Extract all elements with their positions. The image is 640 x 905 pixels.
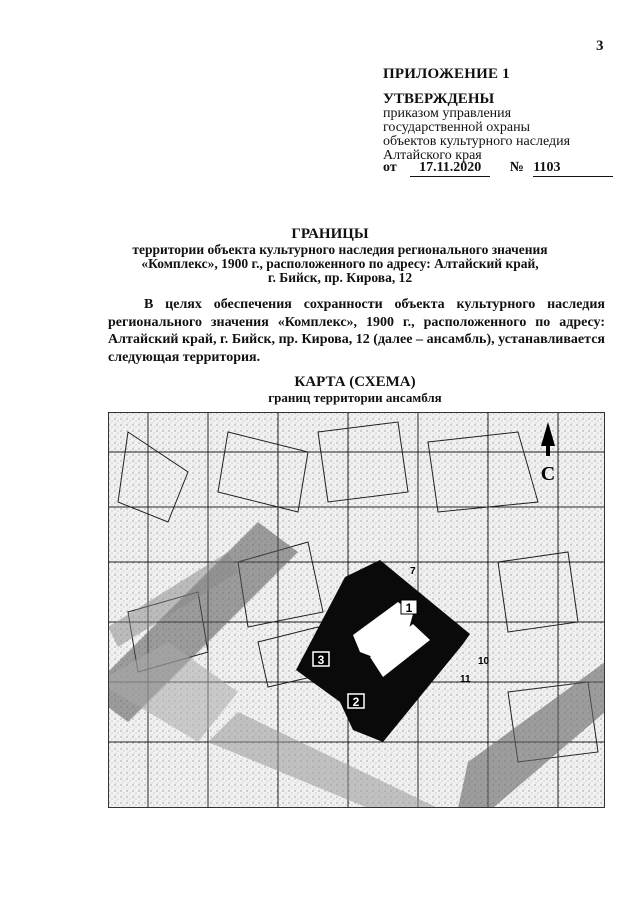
approval-line: государственной охраны — [383, 120, 531, 135]
body-paragraph: В целях обеспечения сохранности объекта культурного наследия регионального значения «Комплекс», 1900 г., расположенного по адресу: Алтайский край, г. Бийск, пр. Кирова, 12 (далее – ансамбль), устанавливается следующая территория. — [108, 297, 605, 365]
territory-map — [108, 412, 605, 808]
marker-2 — [348, 694, 364, 709]
marker-2-label: 2 — [352, 695, 360, 709]
map-title: КАРТА (СХЕМА) — [294, 374, 416, 390]
point-number: 11 — [460, 674, 471, 685]
map-subtitle: границ территории ансамбля — [268, 390, 442, 405]
from-label: от — [383, 160, 397, 175]
document-title: ГРАНИЦЫ — [291, 226, 369, 242]
approval-block — [383, 66, 613, 163]
marker-1-label: 1 — [405, 601, 413, 615]
subtitle-line: территории объекта культурного наследия регионального значения — [132, 242, 548, 257]
approval-line: Алтайского края — [383, 148, 482, 163]
number-label: № — [509, 160, 524, 175]
document-subtitle — [110, 243, 570, 285]
appendix-label: ПРИЛОЖЕНИЕ 1 — [383, 66, 510, 82]
marker-3-label: 3 — [317, 653, 325, 667]
marker-3 — [313, 652, 329, 667]
order-date: 17.11.2020 — [410, 160, 490, 177]
approval-line: приказом управления — [383, 106, 512, 121]
subtitle-line: г. Бийск, пр. Кирова, 12 — [267, 270, 413, 285]
point-number: 10 — [478, 656, 490, 667]
approval-line: объектов культурного наследия — [383, 134, 571, 149]
marker-1 — [401, 600, 417, 615]
point-number: 7 — [410, 566, 416, 577]
order-date-line — [383, 160, 623, 177]
subtitle-line: «Комплекс», 1900 г., расположенного по адресу: Алтайский край, — [141, 256, 539, 271]
page-number: 3 — [596, 38, 604, 54]
order-number: 1103 — [533, 160, 613, 177]
north-label: С — [540, 463, 556, 485]
approved-label: УТВЕРЖДЕНЫ — [383, 91, 495, 107]
